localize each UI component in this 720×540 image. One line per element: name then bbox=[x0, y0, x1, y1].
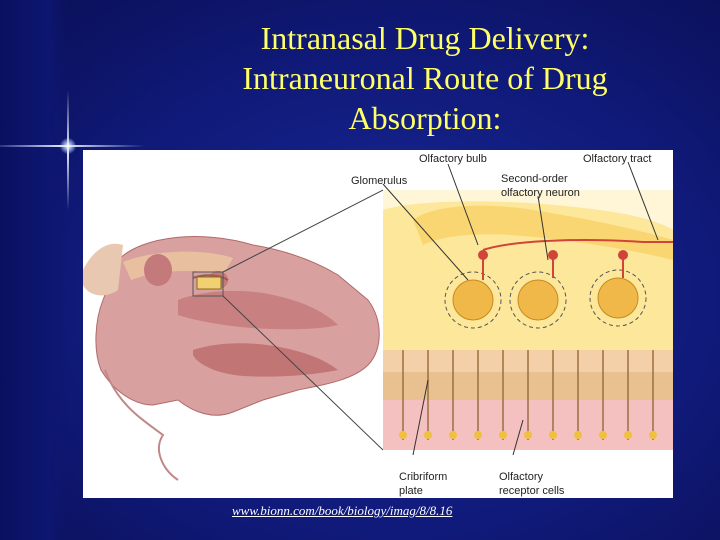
enlarged-olfactory-view bbox=[383, 190, 673, 450]
source-link[interactable]: www.bionn.com/book/biology/imag/8/8.16 bbox=[232, 503, 453, 518]
left-decor-band bbox=[0, 0, 68, 540]
label-second-order-1: Second-order bbox=[501, 173, 568, 185]
label-cribriform-2: plate bbox=[399, 485, 423, 497]
label-receptor-2: receptor cells bbox=[499, 485, 565, 497]
label-olfactory-tract: Olfactory tract bbox=[583, 153, 652, 165]
sparkle-star-icon bbox=[60, 138, 76, 154]
olfactory-anatomy-figure bbox=[83, 150, 673, 498]
label-cribriform-1: Cribriform bbox=[399, 471, 448, 483]
label-glomerulus: Glomerulus bbox=[351, 175, 408, 187]
label-olfactory-bulb: Olfactory bulb bbox=[419, 153, 487, 165]
title-line-2: Intraneuronal Route of Drug bbox=[242, 60, 608, 96]
olfactory-illustration bbox=[83, 150, 673, 498]
title-line-1: Intranasal Drug Delivery: bbox=[260, 20, 590, 56]
nasal-cavity-section bbox=[83, 237, 379, 480]
label-receptor-1: Olfactory bbox=[499, 471, 544, 483]
title-line-3: Absorption: bbox=[348, 100, 502, 136]
label-second-order-2: olfactory neuron bbox=[501, 187, 580, 199]
slide-title bbox=[170, 18, 680, 138]
